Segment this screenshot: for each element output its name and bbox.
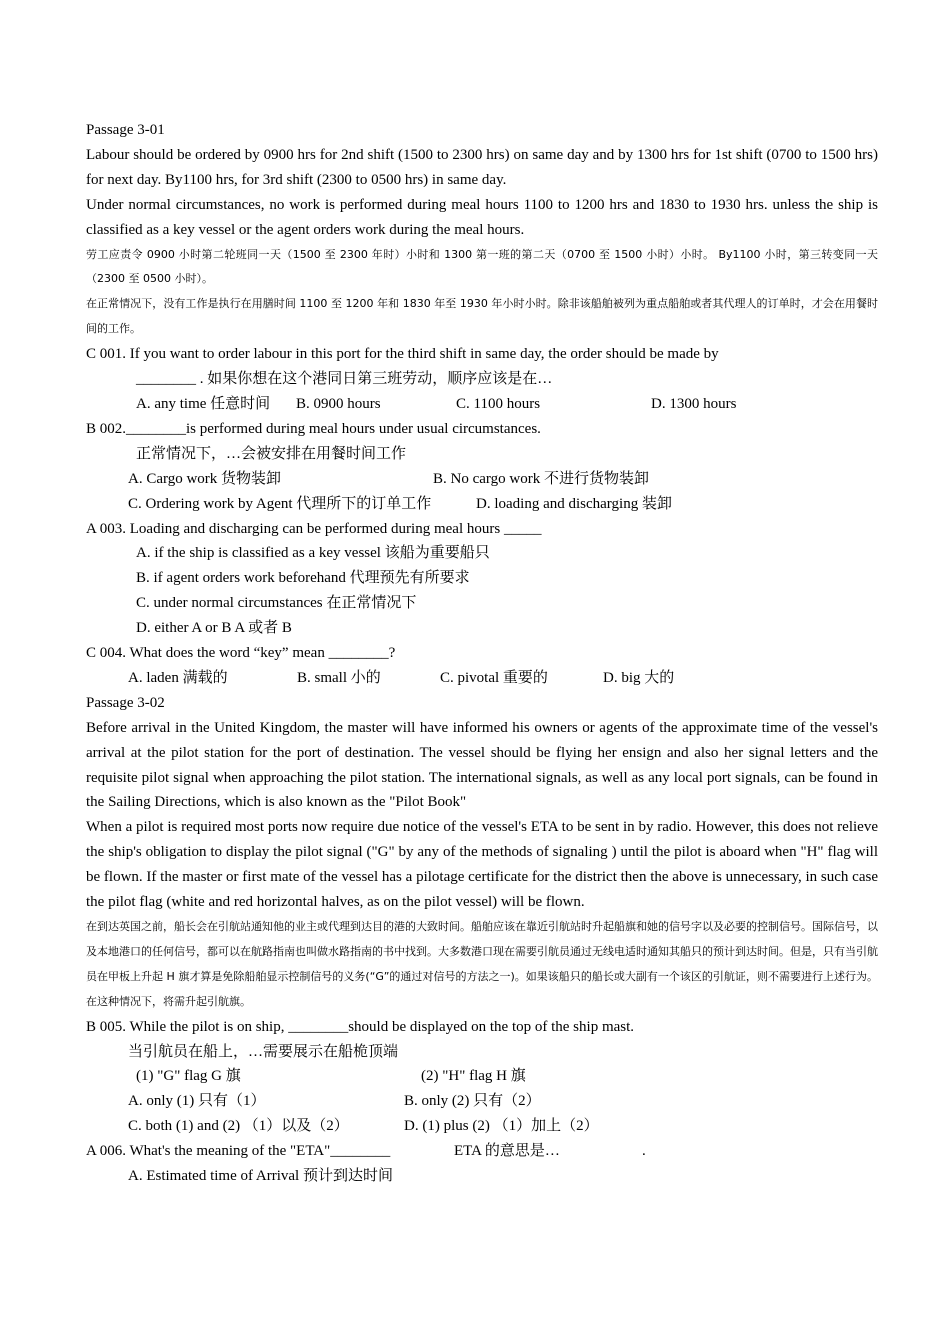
options-row xyxy=(86,1089,878,1114)
passage-translation: 在到达英国之前，船长会在引航站通知他的业主或代理到达目的港的大致时间。船舶应该在靠近引航站时升起船旗和她的信号字以及必要的控制信号。国际信号，以及本地港口的任何信号，都可以在航路指南也叫做水路指南的书中找到。大多数港口现在需要引航员通过无线电适时通知其船只的预计到达时间。但是，只有当引航员在甲板上升起 H 旗才算是免除船舶显示控制信号的义务(“G”的通过对信号的方法之一)。如果该船只的船长或大副有一个该区的引航证，则不需要进行上述行为。在这种情况下，将需升起引航旗。 xyxy=(86,920,878,1008)
option-a: A. if the ship is classified as a key vessel 该船为重要船只 xyxy=(136,545,490,562)
option-a: A. Estimated time of Arrival 预计到达时间 xyxy=(128,1168,393,1185)
options-row xyxy=(86,392,878,417)
options-row xyxy=(86,467,878,492)
question-translation: 当引航员在船上，…需要展示在船桅顶端 xyxy=(128,1043,399,1060)
question-stem: C 001. If you want to order labour in this port for the third shift in same day, the order should be made by xyxy=(86,346,719,363)
option-d: D. either A or B A 或者 B xyxy=(136,620,292,637)
trailing-period: . xyxy=(642,1143,646,1160)
option-a: A. Cargo work 货物装卸 xyxy=(128,470,282,487)
option-b: B. small 小的 xyxy=(297,669,381,686)
question-005 xyxy=(86,1015,878,1140)
sub-option-1: (1) "G" flag G 旗 xyxy=(136,1068,241,1085)
passage-paragraph: Labour should be ordered by 0900 hrs for 2nd shift (1500 to 2300 hrs) on same day and by 1300 hrs for 1st shift (0700 to 1500 hrs) for next day. By1100 hrs, for 3rd shift (2300 to 0500 hrs) in same day. xyxy=(86,146,878,188)
option-c: C. under normal circumstances 在正常情况下 xyxy=(136,595,417,612)
passage-title: Passage 3-01 xyxy=(86,122,165,138)
option-b: B. No cargo work 不进行货物装卸 xyxy=(433,470,649,487)
option-a: A. only (1) 只有（1） xyxy=(128,1093,266,1110)
option-b: B. only (2) 只有（2） xyxy=(404,1093,541,1110)
question-003 xyxy=(86,517,878,642)
option-c: C. Ordering work by Agent 代理所下的订单工作 xyxy=(128,495,432,512)
passage-translation: 在正常情况下，没有工作是执行在用膳时间 1100 至 1200 年和 1830 年至 1930 年小时小时。除非该船舶被列为重点船舶或者其代理人的订单时，才会在用餐时间的工作。 xyxy=(86,297,878,336)
sub-option-2: (2) "H" flag H 旗 xyxy=(421,1068,526,1085)
options-row xyxy=(86,1064,878,1089)
passage-paragraph: When a pilot is required most ports now require due notice of the vessel's ETA to be sent in by radio. However, this does not relieve the ship's obligation to display the pilot signal ("G" by any of the methods of signaling ) until the pilot is aboard when "H" flag will be flown. If the master or first mate of the vessel has a pilotage certificate for the district then the above is unnecessary, in such case the pilot flag (white and red horizontal halves, as on the pilot vessel) will be flown. xyxy=(86,819,878,911)
question-stem: C 004. What does the word “key” mean ________? xyxy=(86,645,396,662)
question-translation: ETA 的意思是… xyxy=(454,1143,560,1160)
option-c: C. 1100 hours xyxy=(456,395,541,412)
options-row xyxy=(86,666,878,691)
option-a: A. laden 满载的 xyxy=(128,669,228,686)
option-d: D. big 大的 xyxy=(603,669,675,686)
question-translation: 正常情况下，…会被安排在用餐时间工作 xyxy=(136,445,407,462)
options-row xyxy=(86,1114,878,1139)
option-b: B. 0900 hours xyxy=(296,395,381,412)
options-row xyxy=(86,492,878,517)
option-d: D. (1) plus (2) （1）加上（2） xyxy=(404,1118,599,1135)
question-stem-cont: ________ . 如果你想在这个港同日第三班劳动，顺序应该是在… xyxy=(136,371,553,388)
option-d: D. 1300 hours xyxy=(651,395,737,412)
passage-paragraph: Under normal circumstances, no work is performed during meal hours 1100 to 1200 hrs and 1830 to 1930 hrs. unless the ship is classified as a key vessel or the agent orders work during the meal hours. xyxy=(86,196,878,238)
document-body xyxy=(86,118,878,1189)
option-c: C. pivotal 重要的 xyxy=(440,669,548,686)
option-b: B. if agent orders work beforehand 代理预先有所要求 xyxy=(136,570,470,587)
question-002 xyxy=(86,417,878,517)
passage-title: Passage 3-02 xyxy=(86,694,165,711)
question-stem: A 006. What's the meaning of the "ETA"________ ETA 的意思是… . xyxy=(86,1139,878,1164)
option-c: C. both (1) and (2) （1）以及（2） xyxy=(128,1118,349,1135)
passage-paragraph: Before arrival in the United Kingdom, the master will have informed his owners or agents of the approximate time of the vessel's arrival at the pilot station for the port of destination. The vessel should be flying her ensign and also her signal letters and the requisite pilot signal when approaching the pilot station. The international signals, as well as any local port signals, can be found in the Sailing Directions, which is also known as the "Pilot Book" xyxy=(86,719,878,811)
question-004 xyxy=(86,641,878,691)
question-006 xyxy=(86,1139,878,1189)
question-stem: B 002.________is performed during meal hours under usual circumstances. xyxy=(86,420,541,437)
question-stem: A 003. Loading and discharging can be performed during meal hours _____ xyxy=(86,520,542,537)
option-a: A. any time 任意时间 xyxy=(136,395,271,412)
question-stem: B 005. While the pilot is on ship, ________should be displayed on the top of the ship mast. xyxy=(86,1018,635,1035)
option-d: D. loading and discharging 装卸 xyxy=(476,495,672,512)
passage-translation: 劳工应责令 0900 小时第二轮班同一天（1500 至 2300 年时）小时和 1300 第一班的第二天（0700 至 1500 小时）小时。 By1100 小时，第三转变同一天（2300 至 0500 小时）。 xyxy=(86,247,878,286)
question-001 xyxy=(86,342,878,417)
